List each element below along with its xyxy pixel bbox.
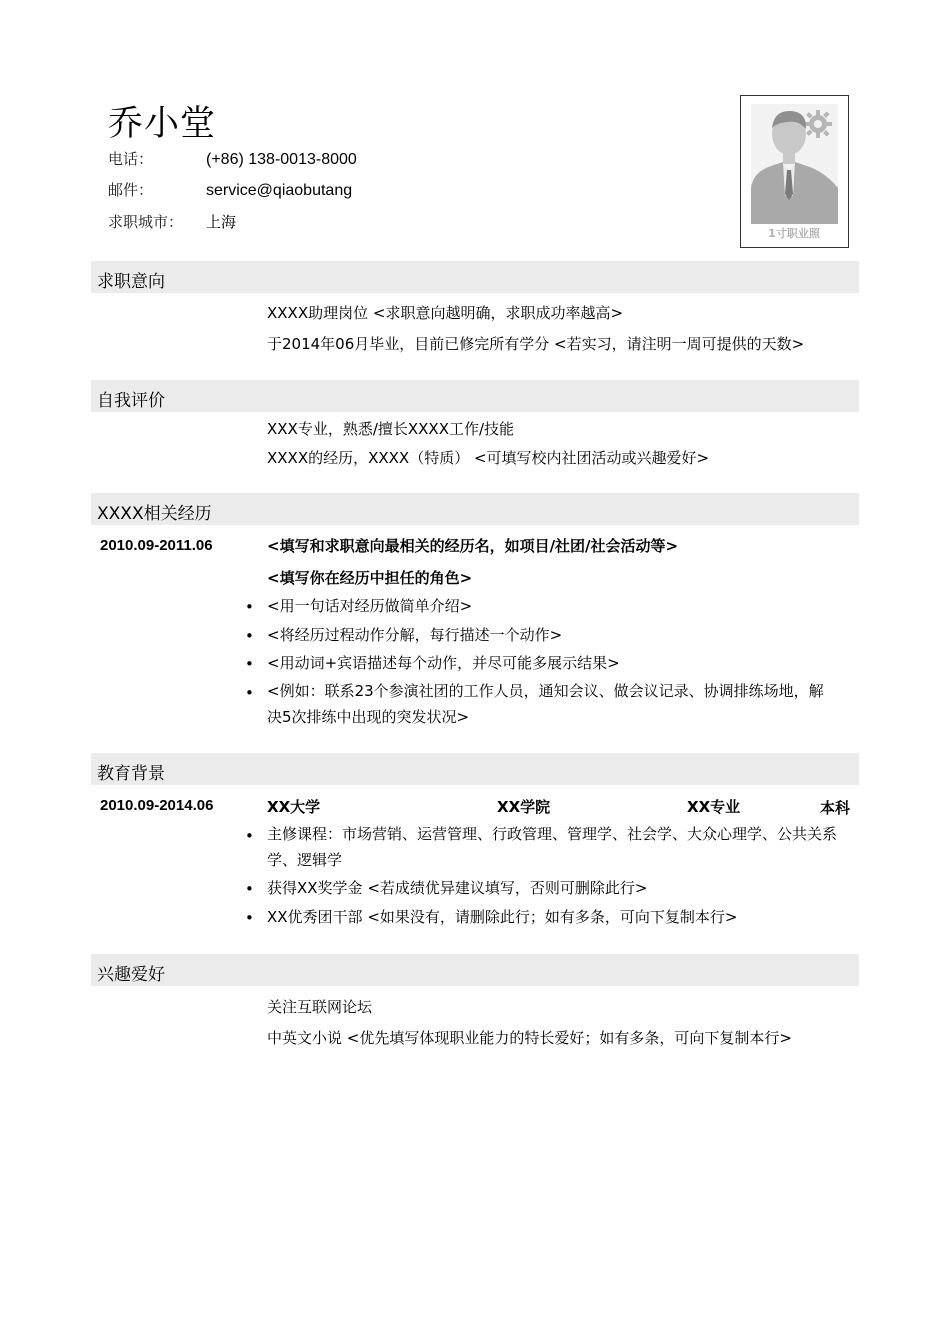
experience-role: <填写你在经历中担任的角色> <box>267 569 473 587</box>
experience-heading: <填写和求职意向最相关的经历名，如项目/社团/社会活动等> <box>267 537 679 555</box>
bullet-icon: • <box>245 827 254 845</box>
section-self-header <box>91 380 859 412</box>
section-hobby-title: 兴趣爱好 <box>97 965 165 985</box>
phone-label: 电话： <box>108 150 154 168</box>
bullet-icon: • <box>245 684 254 702</box>
education-date: 2010.09-2014.06 <box>100 797 214 814</box>
bullet-icon: • <box>245 909 254 927</box>
experience-bullet-3: <用动词+宾语描述每个动作，并尽可能多展示结果> <box>267 654 620 672</box>
bullet-icon: • <box>245 655 254 673</box>
experience-bullet-1: <用一句话对经历做简单介绍> <box>267 597 473 615</box>
intent-line-2: 于2014年06月毕业，目前已修完所有学分 <若实习，请注明一周可提供的天数> <box>267 335 805 353</box>
photo-caption: 1寸职业照 <box>768 227 820 240</box>
email-row <box>108 179 352 201</box>
city-value: 上海 <box>206 214 237 231</box>
experience-bullet-2: <将经历过程动作分解，每行描述一个动作> <box>267 626 563 644</box>
phone-value: (+86) 138-0013-8000 <box>206 151 357 168</box>
bullet-icon: • <box>245 880 254 898</box>
self-line-1: XXX专业，熟悉/擅长XXXX工作/技能 <box>267 420 515 438</box>
profile-photo-placeholder <box>740 95 849 248</box>
experience-bullet-4: <例如：联系23个参演社团的工作人员，通知会议、做会议记录、协调排练场地，解决5次排练中出现的突发状况> <box>267 682 824 726</box>
section-hobby-header <box>91 954 859 986</box>
section-education-title: 教育背景 <box>97 764 165 784</box>
section-experience-header <box>91 493 859 525</box>
intent-line-1: XXXX助理岗位 <求职意向越明确，求职成功率越高> <box>267 304 624 322</box>
section-experience-title: XXXX相关经历 <box>97 504 212 524</box>
hobby-line-1: 关注互联网论坛 <box>267 998 373 1016</box>
education-major: XX专业 <box>687 798 741 816</box>
city-label: 求职城市： <box>108 213 184 231</box>
resume-name: 乔小堂 <box>108 104 217 144</box>
bullet-icon: • <box>245 598 254 616</box>
hobby-line-2: 中英文小说 <优先填写体现职业能力的特长爱好；如有多条，可向下复制本行> <box>267 1029 792 1047</box>
email-label: 邮件： <box>108 181 154 199</box>
city-row <box>108 211 236 233</box>
bullet-icon: • <box>245 627 254 645</box>
education-degree: 本科 <box>820 799 851 817</box>
education-college: XX学院 <box>497 798 551 816</box>
section-intent-title: 求职意向 <box>97 272 165 292</box>
section-intent-header <box>91 261 859 293</box>
education-school: XX大学 <box>267 798 321 816</box>
education-bullet-3: XX优秀团干部 <如果没有，请删除此行；如有多条，可向下复制本行> <box>267 908 738 926</box>
email-value: service@qiaobutang <box>206 182 353 199</box>
education-bullet-2: 获得XX奖学金 <若成绩优异建议填写，否则可删除此行> <box>267 879 648 897</box>
experience-date: 2010.09-2011.06 <box>100 537 213 554</box>
section-self-title: 自我评价 <box>97 391 165 411</box>
phone-row <box>108 148 357 170</box>
self-line-2: XXXX的经历，XXXX（特质） <可填写校内社团活动或兴趣爱好> <box>267 449 710 467</box>
person-silhouette-icon <box>741 96 848 247</box>
education-bullet-1: 主修课程：市场营销、运营管理、行政管理、管理学、社会学、大众心理学、公共关系学、逻辑学 <box>267 825 838 869</box>
section-education-header <box>91 753 859 785</box>
